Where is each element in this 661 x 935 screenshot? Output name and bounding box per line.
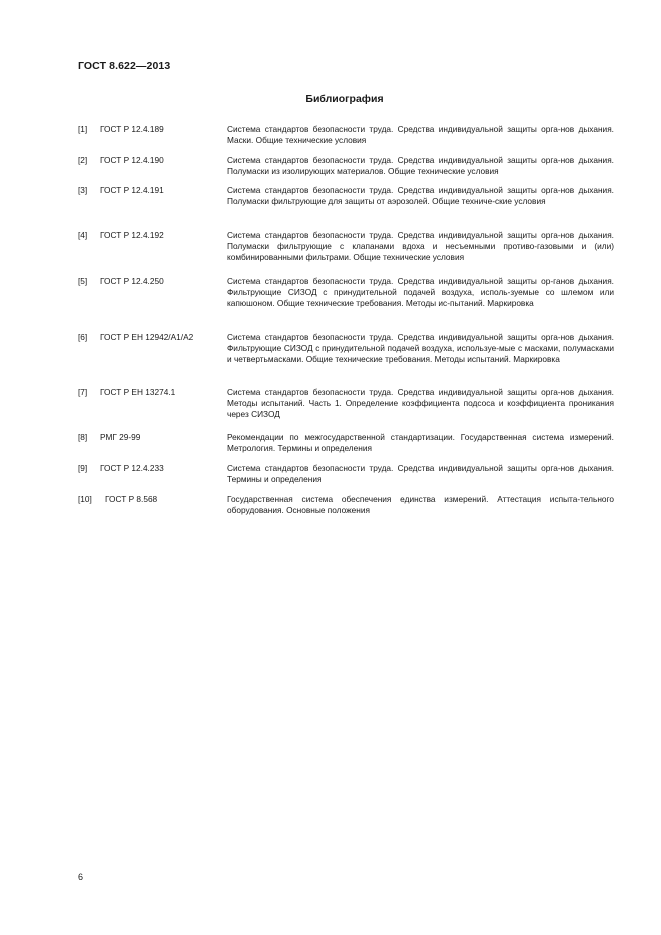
document-code: ГОСТ 8.622—2013 [78,60,171,72]
entry-title: Государственная система обеспечения единства измерений. Аттестация испыта-тельного оборудования. Основные положения [227,494,614,516]
entry-standard-code: ГОСТ Р 12.4.233 [100,463,164,473]
entry-number: [5] [78,276,88,286]
entry-number: [10] [78,494,92,504]
entry-standard-code: ГОСТ Р 8.568 [105,494,158,504]
entry-title: Рекомендации по межгосударственной стандартизации. Государственная система измерений. Метрология. Термины и определения [227,432,614,454]
entry-number: [6] [78,332,88,342]
entry-standard-code: РМГ 29-99 [100,432,141,442]
page-number: 6 [78,872,84,882]
entry-standard-code: ГОСТ Р 12.4.189 [100,124,164,134]
entry-title: Система стандартов безопасности труда. Средства индивидуальной защиты орга-нов дыхания. Полумаски фильтрующие для защиты от аэрозолей. Общие техниче-ские условия [227,185,614,207]
entry-standard-code: ГОСТ Р 12.4.192 [100,230,164,240]
entry-standard-code: ГОСТ Р 12.4.190 [100,155,164,165]
entry-title: Система стандартов безопасности труда. Средства индивидуальной защиты орга-нов дыхания. Фильтрующие СИЗОД с принудительной подачей воздуха, используе-мые с масками, полумасками и четвертьмасками. Общие технические требования. Методы испытаний. Маркировка [227,332,614,365]
entry-number: [9] [78,463,88,473]
entry-title: Система стандартов безопасности труда. Средства индивидуальной защиты орга-нов дыхания. Полумаски фильтрующие с клапанами вдоха и несъемными противо-газовыми и (или) комбинированными фильтрами. Общие технические условия [227,230,614,263]
entry-title: Система стандартов безопасности труда. Средства индивидуальной защиты орга-нов дыхания. Маски. Общие технические условия [227,124,614,146]
entry-number: [8] [78,432,88,442]
entry-number: [7] [78,387,88,397]
entry-title: Система стандартов безопасности труда. Средства индивидуальной защиты орга-нов дыхания. Термины и определения [227,463,614,485]
entry-number: [4] [78,230,88,240]
entry-standard-code: ГОСТ Р 12.4.250 [100,276,164,286]
entry-standard-code: ГОСТ Р ЕН 12942/А1/А2 [100,332,194,342]
entry-title: Система стандартов безопасности труда. Средства индивидуальной защиты ор-ганов дыхания. Фильтрующие СИЗОД с принудительной подачей воздуха, исполь-зуемые со шлемом или капюшоном. Общие технические требования. Методы ис-пытаний. Маркировка [227,276,614,309]
entry-standard-code: ГОСТ Р ЕН 13274.1 [100,387,176,397]
entry-number: [2] [78,155,88,165]
entry-number: [1] [78,124,88,134]
entry-title: Система стандартов безопасности труда. Средства индивидуальной защиты орга-нов дыхания. Методы испытаний. Часть 1. Определение коэффициента подсоса и коэффициента проникания через СИЗОД [227,387,614,420]
section-title: Библиография [305,93,384,105]
entry-standard-code: ГОСТ Р 12.4.191 [100,185,164,195]
entry-number: [3] [78,185,88,195]
entry-title: Система стандартов безопасности труда. Средства индивидуальной защиты орга-нов дыхания. Полумаски из изолирующих материалов. Общие технические условия [227,155,614,177]
